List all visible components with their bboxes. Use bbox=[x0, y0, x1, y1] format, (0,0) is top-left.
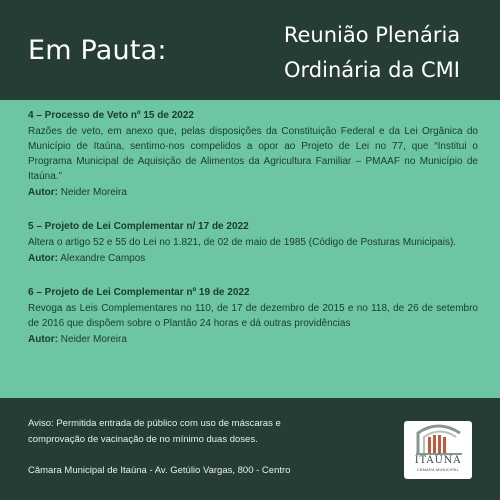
agenda-item-description: Altera o artigo 52 e 55 do Lei no 1.821, de 02 de maio de 1985 (Código de Posturas Municipais). bbox=[28, 237, 457, 248]
header bbox=[0, 0, 500, 100]
notice-text bbox=[28, 416, 328, 448]
author-name: Neider Moreira bbox=[60, 187, 127, 198]
agenda-item-title: 5 – Projeto de Lei Complementar n/ 17 de 2022 bbox=[28, 221, 249, 232]
agenda-item-title: 6 – Projeto de Lei Complementar nº 19 de 2022 bbox=[28, 287, 250, 298]
meeting-title-line-2: Ordinária da CMI bbox=[284, 58, 460, 82]
author-label: Autor: bbox=[28, 253, 58, 264]
em-pauta-title: Em Pauta: bbox=[28, 35, 167, 66]
logo-subtitle: CÂMARA MUNICIPAL bbox=[416, 468, 460, 472]
agenda-item-title: 4 – Processo de Veto nº 15 de 2022 bbox=[28, 110, 194, 121]
notice-line-1: Aviso: Permitida entrada de público com uso de máscaras e bbox=[28, 418, 281, 429]
meeting-title bbox=[272, 18, 472, 88]
camara-logo bbox=[404, 421, 472, 479]
address-text: Câmara Municipal de Itaúna - Av. Getúlio Vargas, 800 - Centro bbox=[28, 465, 291, 476]
building-icon bbox=[404, 421, 472, 457]
agenda-item-author bbox=[28, 332, 478, 347]
meeting-title-line-1: Reunião Plenária bbox=[283, 23, 461, 47]
author-name: Alexandre Campos bbox=[60, 253, 146, 264]
notice-line-2: comprovação de vacinação de no mínimo duas doses. bbox=[28, 434, 258, 445]
agenda-item-description: Razões de veto, em anexo que, pelas disposições da Constituição Federal e da Lei Orgânica do Município de Itaúna, sentimo-nos compelidos a opor ao Projeto de Lei no 77, que “Institui o Programa Municipal de Aquisição de Alimentos da Agricultura Familiar – PMAAF no Município de Itaúna.” bbox=[28, 126, 478, 182]
logo-name: ITAÚNA bbox=[414, 455, 462, 466]
agenda-list bbox=[28, 108, 478, 366]
author-label: Autor: bbox=[28, 334, 58, 345]
agenda-item bbox=[28, 108, 478, 200]
agenda-item-author bbox=[28, 185, 478, 200]
agenda-item-author bbox=[28, 251, 478, 266]
agenda-item bbox=[28, 219, 478, 266]
agenda-item bbox=[28, 285, 478, 347]
footer bbox=[0, 398, 500, 500]
author-label: Autor: bbox=[28, 187, 58, 198]
author-name: Neider Moreira bbox=[60, 334, 127, 345]
agenda-item-description: Revoga as Leis Complementares no 110, de 17 de dezembro de 2015 e no 118, de 26 de setembro de 2016 que dispõem sobre o Plantão 24 horas e dá outras providências bbox=[28, 303, 478, 329]
